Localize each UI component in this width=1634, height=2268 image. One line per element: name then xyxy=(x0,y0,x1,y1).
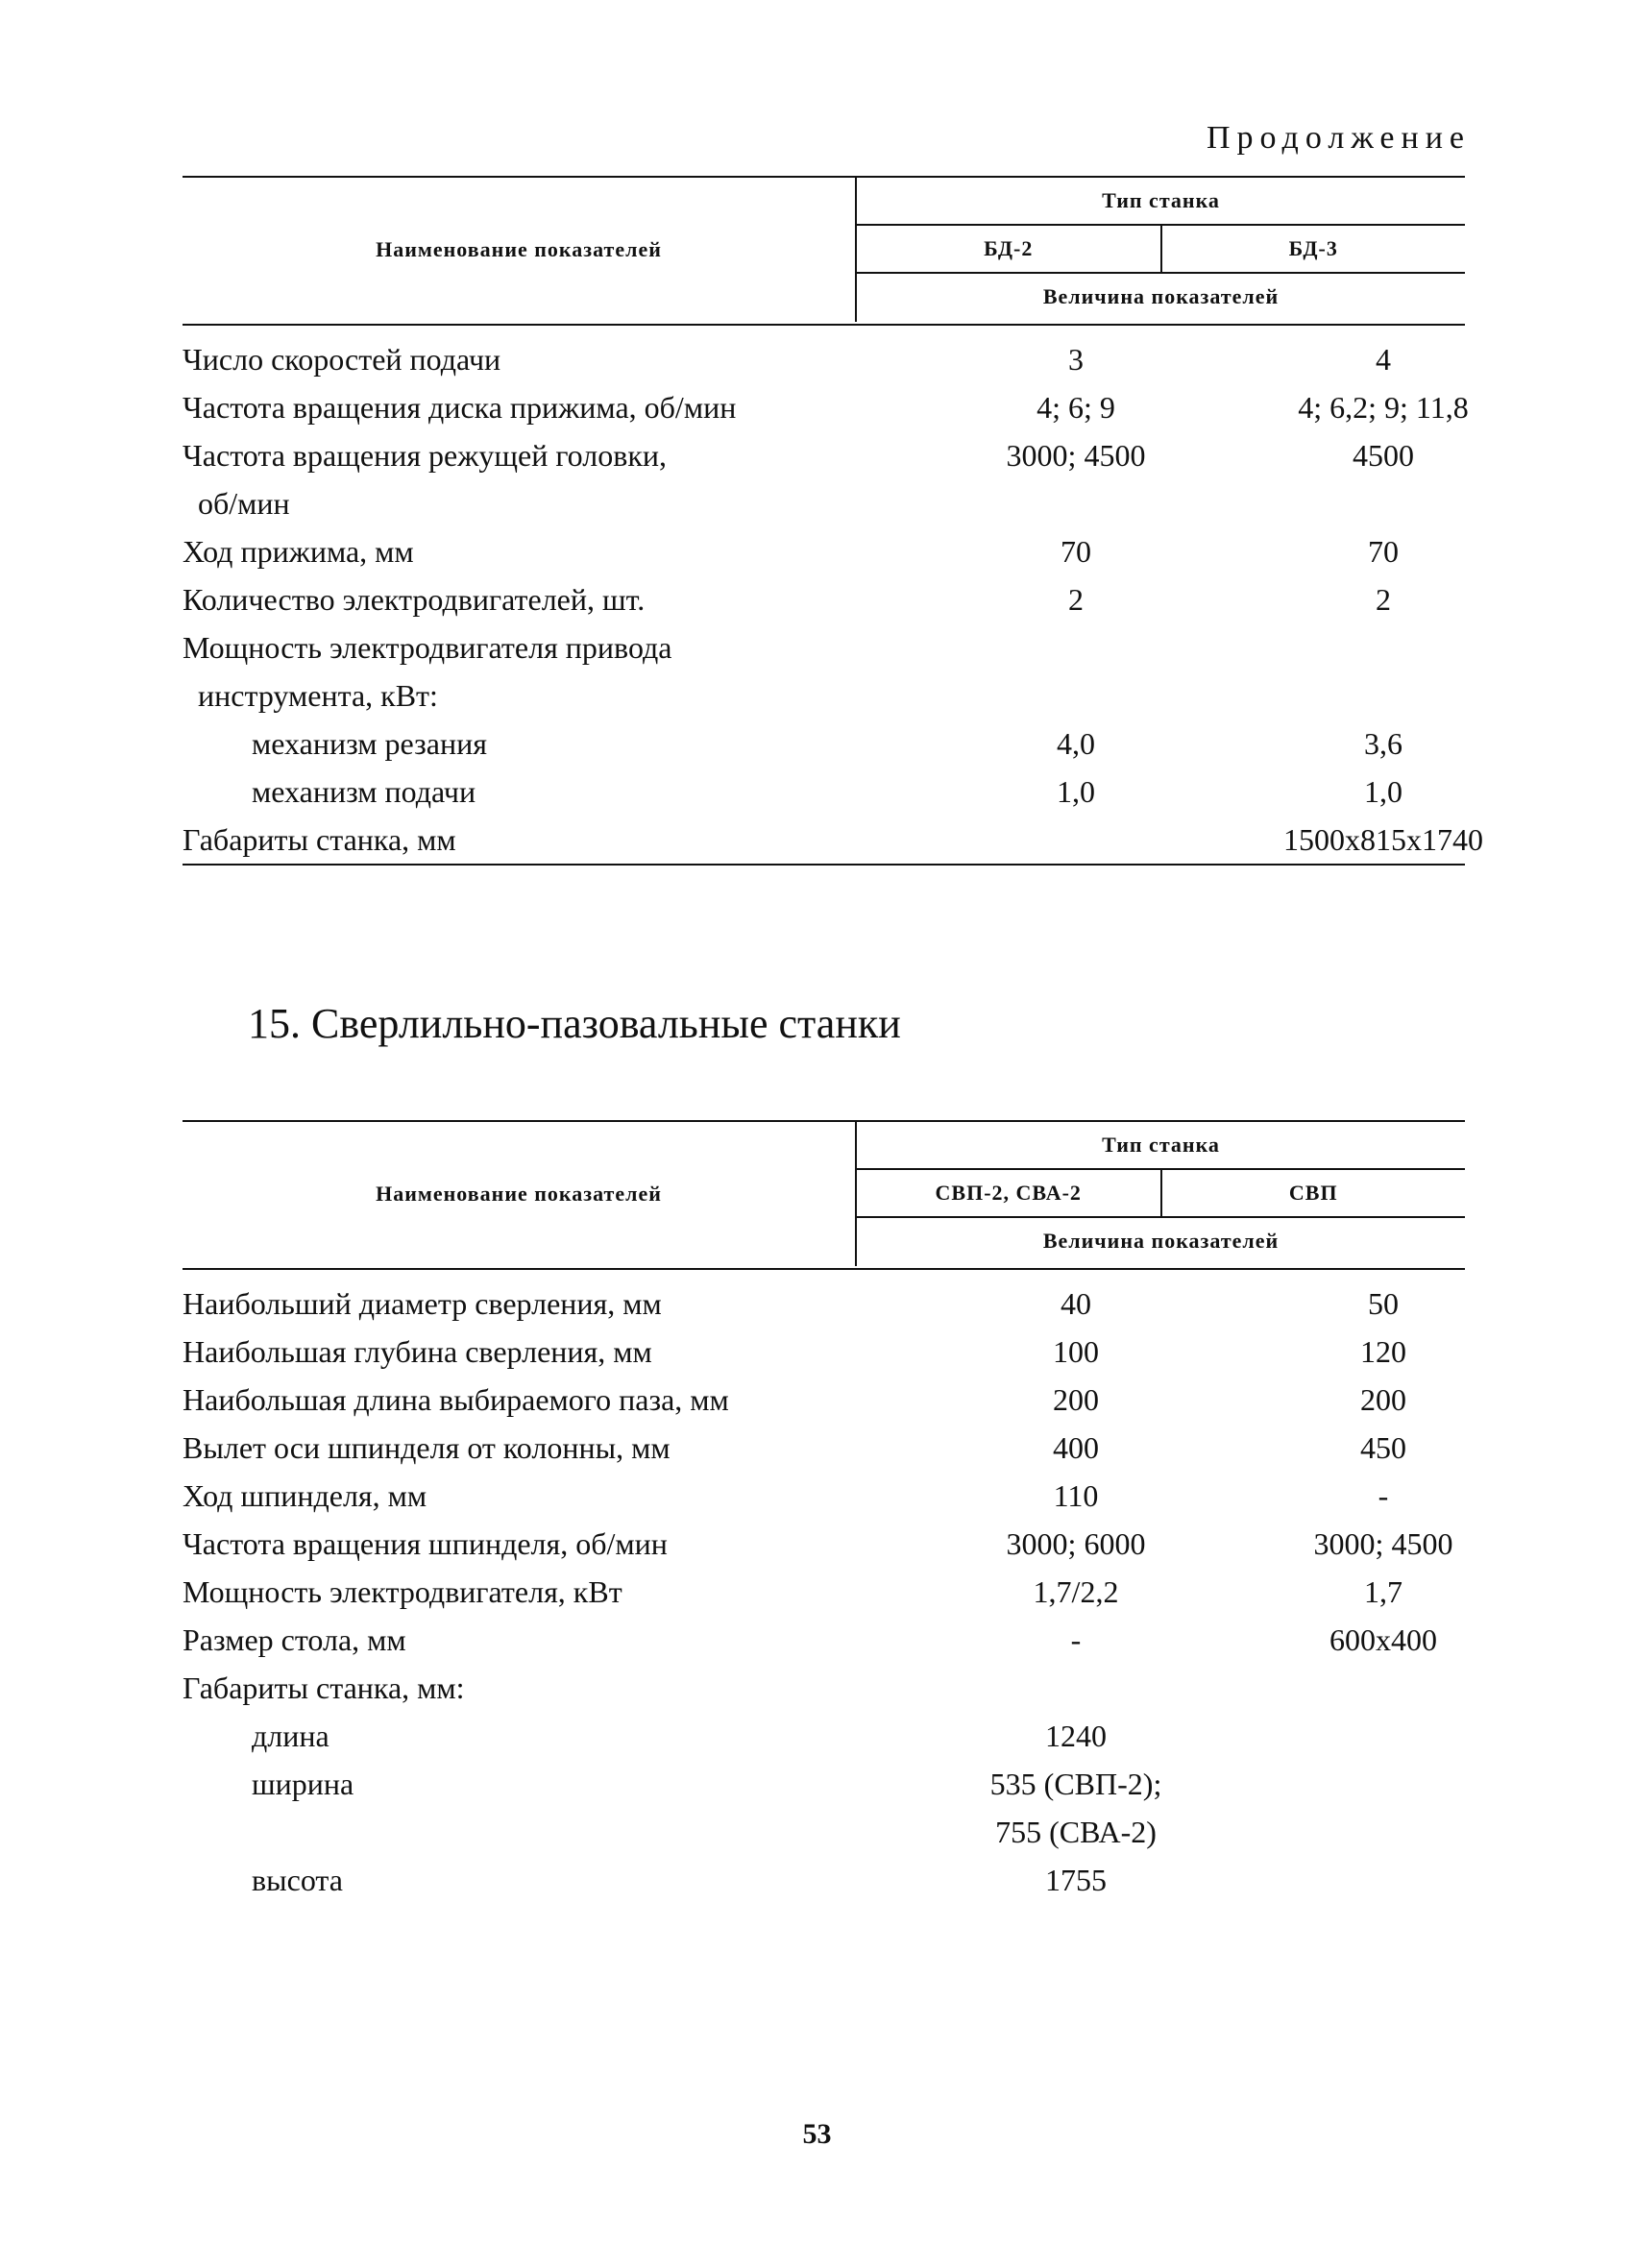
value-col-2: 1,0 xyxy=(1364,774,1402,809)
row-label: высота xyxy=(252,1863,343,1897)
table-row xyxy=(183,1472,1465,1520)
table-row xyxy=(183,1568,1465,1616)
row-label: механизм подачи xyxy=(252,774,476,809)
table-row xyxy=(183,1808,1465,1856)
table-row xyxy=(183,1376,1465,1424)
table-row xyxy=(183,335,1465,383)
row-label: Габариты станка, мм xyxy=(183,822,456,857)
row-label: Количество электродвигателей, шт. xyxy=(183,582,646,617)
row-label: Вылет оси шпинделя от колонны, мм xyxy=(183,1430,671,1465)
value-col-1: 110 xyxy=(1053,1478,1099,1513)
value-col-1: 2 xyxy=(1068,582,1084,617)
table-1-header xyxy=(183,176,1465,326)
value-col-2: 50 xyxy=(1368,1286,1399,1321)
value-col-1: 1755 xyxy=(1045,1863,1107,1897)
table-row xyxy=(183,431,1465,479)
value-col-1: 4; 6; 9 xyxy=(1036,390,1115,425)
value-col-2: 3000; 4500 xyxy=(1313,1526,1453,1561)
value-label: Величина показателей xyxy=(1042,284,1280,308)
section-title: 15. Сверлильно-пазовальные станки xyxy=(248,1000,901,1047)
table-1 xyxy=(183,176,1483,866)
row-label: механизм резания xyxy=(252,726,487,761)
row-label: Частота вращения режущей головки, xyxy=(183,438,667,473)
row-label: Частота вращения шпинделя, об/мин xyxy=(183,1526,668,1561)
table-row xyxy=(183,1856,1465,1904)
row-label: Наибольшая глубина сверления, мм xyxy=(183,1334,652,1369)
indicator-name-header: Наименование показателей xyxy=(376,1182,662,1206)
value-col-1: 40 xyxy=(1061,1286,1091,1321)
row-label: Габариты станка, мм: xyxy=(183,1671,465,1705)
value-col-2: 200 xyxy=(1360,1382,1406,1417)
table-1-body xyxy=(183,326,1483,866)
table-row xyxy=(183,575,1465,623)
table-row xyxy=(183,1760,1465,1808)
value-col-1: 4,0 xyxy=(1057,726,1095,761)
value-col-2: 4; 6,2; 9; 11,8 xyxy=(1298,390,1469,425)
value-col-2: - xyxy=(1378,1478,1389,1513)
table-row xyxy=(183,671,1465,719)
table-row xyxy=(183,479,1465,527)
row-label: об/мин xyxy=(198,486,290,521)
table-row xyxy=(183,816,1483,864)
value-col-2: 1500x815x1740 xyxy=(1283,822,1483,857)
table-row xyxy=(183,1664,1465,1712)
row-label: Мощность электродвигателя привода xyxy=(183,630,672,665)
table-row xyxy=(183,527,1465,575)
type-svp-header: СВП xyxy=(1160,1170,1466,1216)
machine-type-label: Тип станка xyxy=(857,1122,1465,1170)
machine-types-row xyxy=(857,226,1465,274)
row-label: Частота вращения диска прижима, об/мин xyxy=(183,390,737,425)
row-label: Размер стола, мм xyxy=(183,1622,406,1657)
table-row xyxy=(183,1280,1465,1328)
row-label: Наибольший диаметр сверления, мм xyxy=(183,1286,662,1321)
table-2-header xyxy=(183,1120,1465,1270)
value-col-2: 4 xyxy=(1376,342,1391,377)
table-row xyxy=(183,768,1465,816)
value-col-1: 200 xyxy=(1053,1382,1099,1417)
value-col-2: 4500 xyxy=(1353,438,1414,473)
value-col-2: 70 xyxy=(1368,534,1399,569)
value-col-1: 755 (СВА-2) xyxy=(995,1815,1157,1849)
value-col-1: 3000; 4500 xyxy=(1006,438,1146,473)
value-col-1: 1240 xyxy=(1045,1719,1107,1753)
value-col-2: 2 xyxy=(1376,582,1391,617)
value-col-1: 70 xyxy=(1061,534,1091,569)
table-row xyxy=(183,1328,1465,1376)
value-label: Величина показателей xyxy=(1042,1229,1280,1253)
table-2 xyxy=(183,1120,1465,1904)
machine-type-label: Тип станка xyxy=(857,178,1465,226)
table-row xyxy=(183,623,1465,671)
value-col-2: 600x400 xyxy=(1329,1622,1437,1657)
value-col-1: 400 xyxy=(1053,1430,1099,1465)
table-row xyxy=(183,719,1465,768)
row-label: Наибольшая длина выбираемого паза, мм xyxy=(183,1382,729,1417)
row-label: Мощность электродвигателя, кВт xyxy=(183,1574,622,1609)
indicator-name-header: Наименование показателей xyxy=(376,237,662,261)
row-label: ширина xyxy=(252,1767,354,1801)
row-label: длина xyxy=(252,1719,329,1753)
table-2-body xyxy=(183,1270,1465,1904)
value-col-1: 535 (СВП-2); xyxy=(989,1767,1162,1801)
value-col-2: 450 xyxy=(1360,1430,1406,1465)
row-label: Ход прижима, мм xyxy=(183,534,414,569)
value-col-1: 3000; 6000 xyxy=(1006,1526,1146,1561)
type-svp2-sva2-header: СВП-2, СВА-2 xyxy=(935,1181,1082,1205)
value-col-1: 100 xyxy=(1053,1334,1099,1369)
value-col-1: - xyxy=(1070,1622,1082,1657)
type-bd3-header: БД-3 xyxy=(1160,226,1466,272)
table-row xyxy=(183,1520,1465,1568)
machine-type-header xyxy=(855,1122,1465,1266)
table-row xyxy=(183,383,1469,431)
table-row xyxy=(183,1712,1465,1760)
table-row xyxy=(183,1424,1465,1472)
machine-type-header xyxy=(855,178,1465,322)
value-col-1: 1,7/2,2 xyxy=(1033,1574,1119,1609)
value-col-2: 120 xyxy=(1360,1334,1406,1369)
row-label: Число скоростей подачи xyxy=(183,342,501,377)
value-col-2: 3,6 xyxy=(1364,726,1402,761)
row-label: Ход шпинделя, мм xyxy=(183,1478,427,1513)
value-col-2: 1,7 xyxy=(1364,1574,1402,1609)
table-row xyxy=(183,1616,1465,1664)
value-col-1: 1,0 xyxy=(1057,774,1095,809)
type-bd2-header: БД-2 xyxy=(984,236,1034,260)
continuation-label: Продолжение xyxy=(1206,120,1471,156)
row-label: инструмента, кВт: xyxy=(198,678,438,713)
machine-types-row xyxy=(857,1170,1465,1218)
page-number: 53 xyxy=(802,2118,832,2150)
value-col-1: 3 xyxy=(1068,342,1084,377)
